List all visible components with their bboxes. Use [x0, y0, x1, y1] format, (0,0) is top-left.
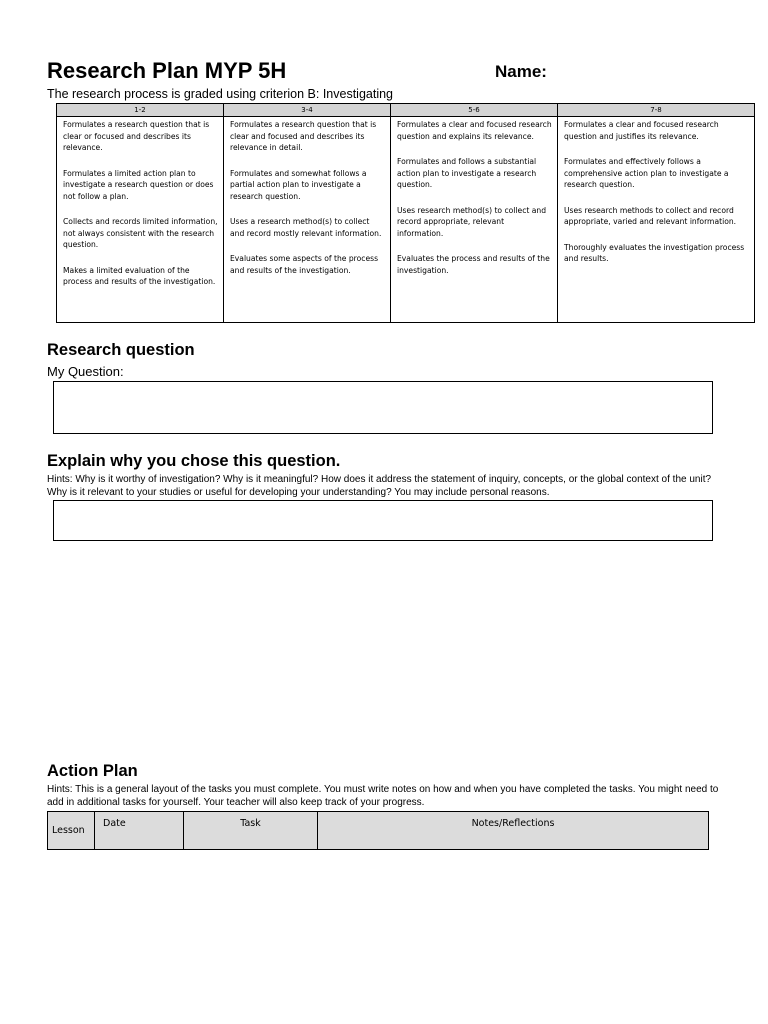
descriptor-action-plan: Formulates and follows a substantial action plan to investigate a research question. [397, 157, 537, 189]
descriptor-action-plan: Formulates and effectively follows a comprehensive action plan to investigate a research question. [564, 157, 729, 189]
name-label: Name: [495, 62, 547, 81]
notes-column-header: Notes/Reflections [318, 812, 709, 850]
lesson-column-header: Lesson [48, 812, 95, 850]
explain-why-box[interactable] [53, 500, 713, 541]
rubric-band-3-4: 3-4 [224, 104, 391, 117]
page-title: Research Plan MYP 5H [47, 58, 287, 83]
descriptor-method: Uses research methods to collect and record appropriate, varied and relevant information. [564, 205, 737, 226]
action-plan-table [47, 811, 709, 850]
rubric-table [56, 103, 755, 323]
rubric-descriptor-row [57, 117, 755, 323]
descriptor-evaluation: Evaluates the process and results of the investigation. [397, 254, 550, 275]
action-plan-heading: Action Plan [47, 762, 138, 780]
explain-why-hint: Hints: Why is it worthy of investigation? Why is it meaningful? How does it address the statement of inquiry, concepts, or the global context of the unit? Why is it relevant to your studies or useful for developing your understanding? You may include personal reasons. [47, 474, 712, 498]
research-question-heading: Research question [47, 341, 195, 359]
descriptor-method: Uses a research method(s) to collect and record mostly relevant information. [230, 217, 382, 238]
rubric-header-row [57, 104, 755, 117]
descriptor-question: Formulates a clear and focused research question and justifies its relevance. [564, 120, 719, 141]
descriptor-question: Formulates a clear and focused research question and explains its relevance. [397, 120, 552, 141]
action-plan-header-row [48, 812, 709, 850]
action-plan-hint: Hints: This is a general layout of the tasks you must complete. You must write notes on how and when you have completed the tasks. You might need to add in additional tasks for yourself. Your teacher will also keep track of your progress. [47, 784, 719, 808]
descriptor-question: Formulates a research question that is clear or focused and describes its relevance. [63, 120, 210, 152]
descriptor-method: Uses research method(s) to collect and record appropriate, relevant information. [397, 205, 547, 238]
explain-why-heading: Explain why you chose this question. [47, 452, 341, 470]
descriptor-evaluation: Evaluates some aspects of the process and results of the investigation. [230, 254, 379, 275]
my-question-label: My Question: [47, 364, 124, 379]
descriptor-method: Collects and records limited information, not always consistent with the research question. [63, 217, 218, 249]
task-column-header: Task [184, 812, 318, 850]
rubric-band-7-8: 7-8 [558, 104, 755, 117]
rubric-cell-1-2 [57, 117, 224, 323]
rubric-band-1-2: 1-2 [57, 104, 224, 117]
descriptor-evaluation: Makes a limited evaluation of the process and results of the investigation. [63, 265, 216, 286]
page-subtitle: The research process is graded using criterion B: Investigating [47, 87, 394, 101]
descriptor-action-plan: Formulates and somewhat follows a partial action plan to investigate a research question. [230, 168, 367, 201]
descriptor-evaluation: Thoroughly evaluates the investigation process and results. [564, 242, 745, 263]
rubric-cell-3-4 [224, 117, 391, 323]
rubric-cell-5-6 [391, 117, 558, 323]
descriptor-action-plan: Formulates a limited action plan to investigate a research question or does not follow a plan. [63, 168, 214, 201]
research-question-box[interactable] [53, 381, 713, 434]
date-column-header: Date [95, 812, 184, 850]
descriptor-question: Formulates a research question that is clear and focused and describes its relevance in detail. [230, 120, 377, 152]
rubric-cell-7-8 [558, 117, 755, 323]
rubric-band-5-6: 5-6 [391, 104, 558, 117]
